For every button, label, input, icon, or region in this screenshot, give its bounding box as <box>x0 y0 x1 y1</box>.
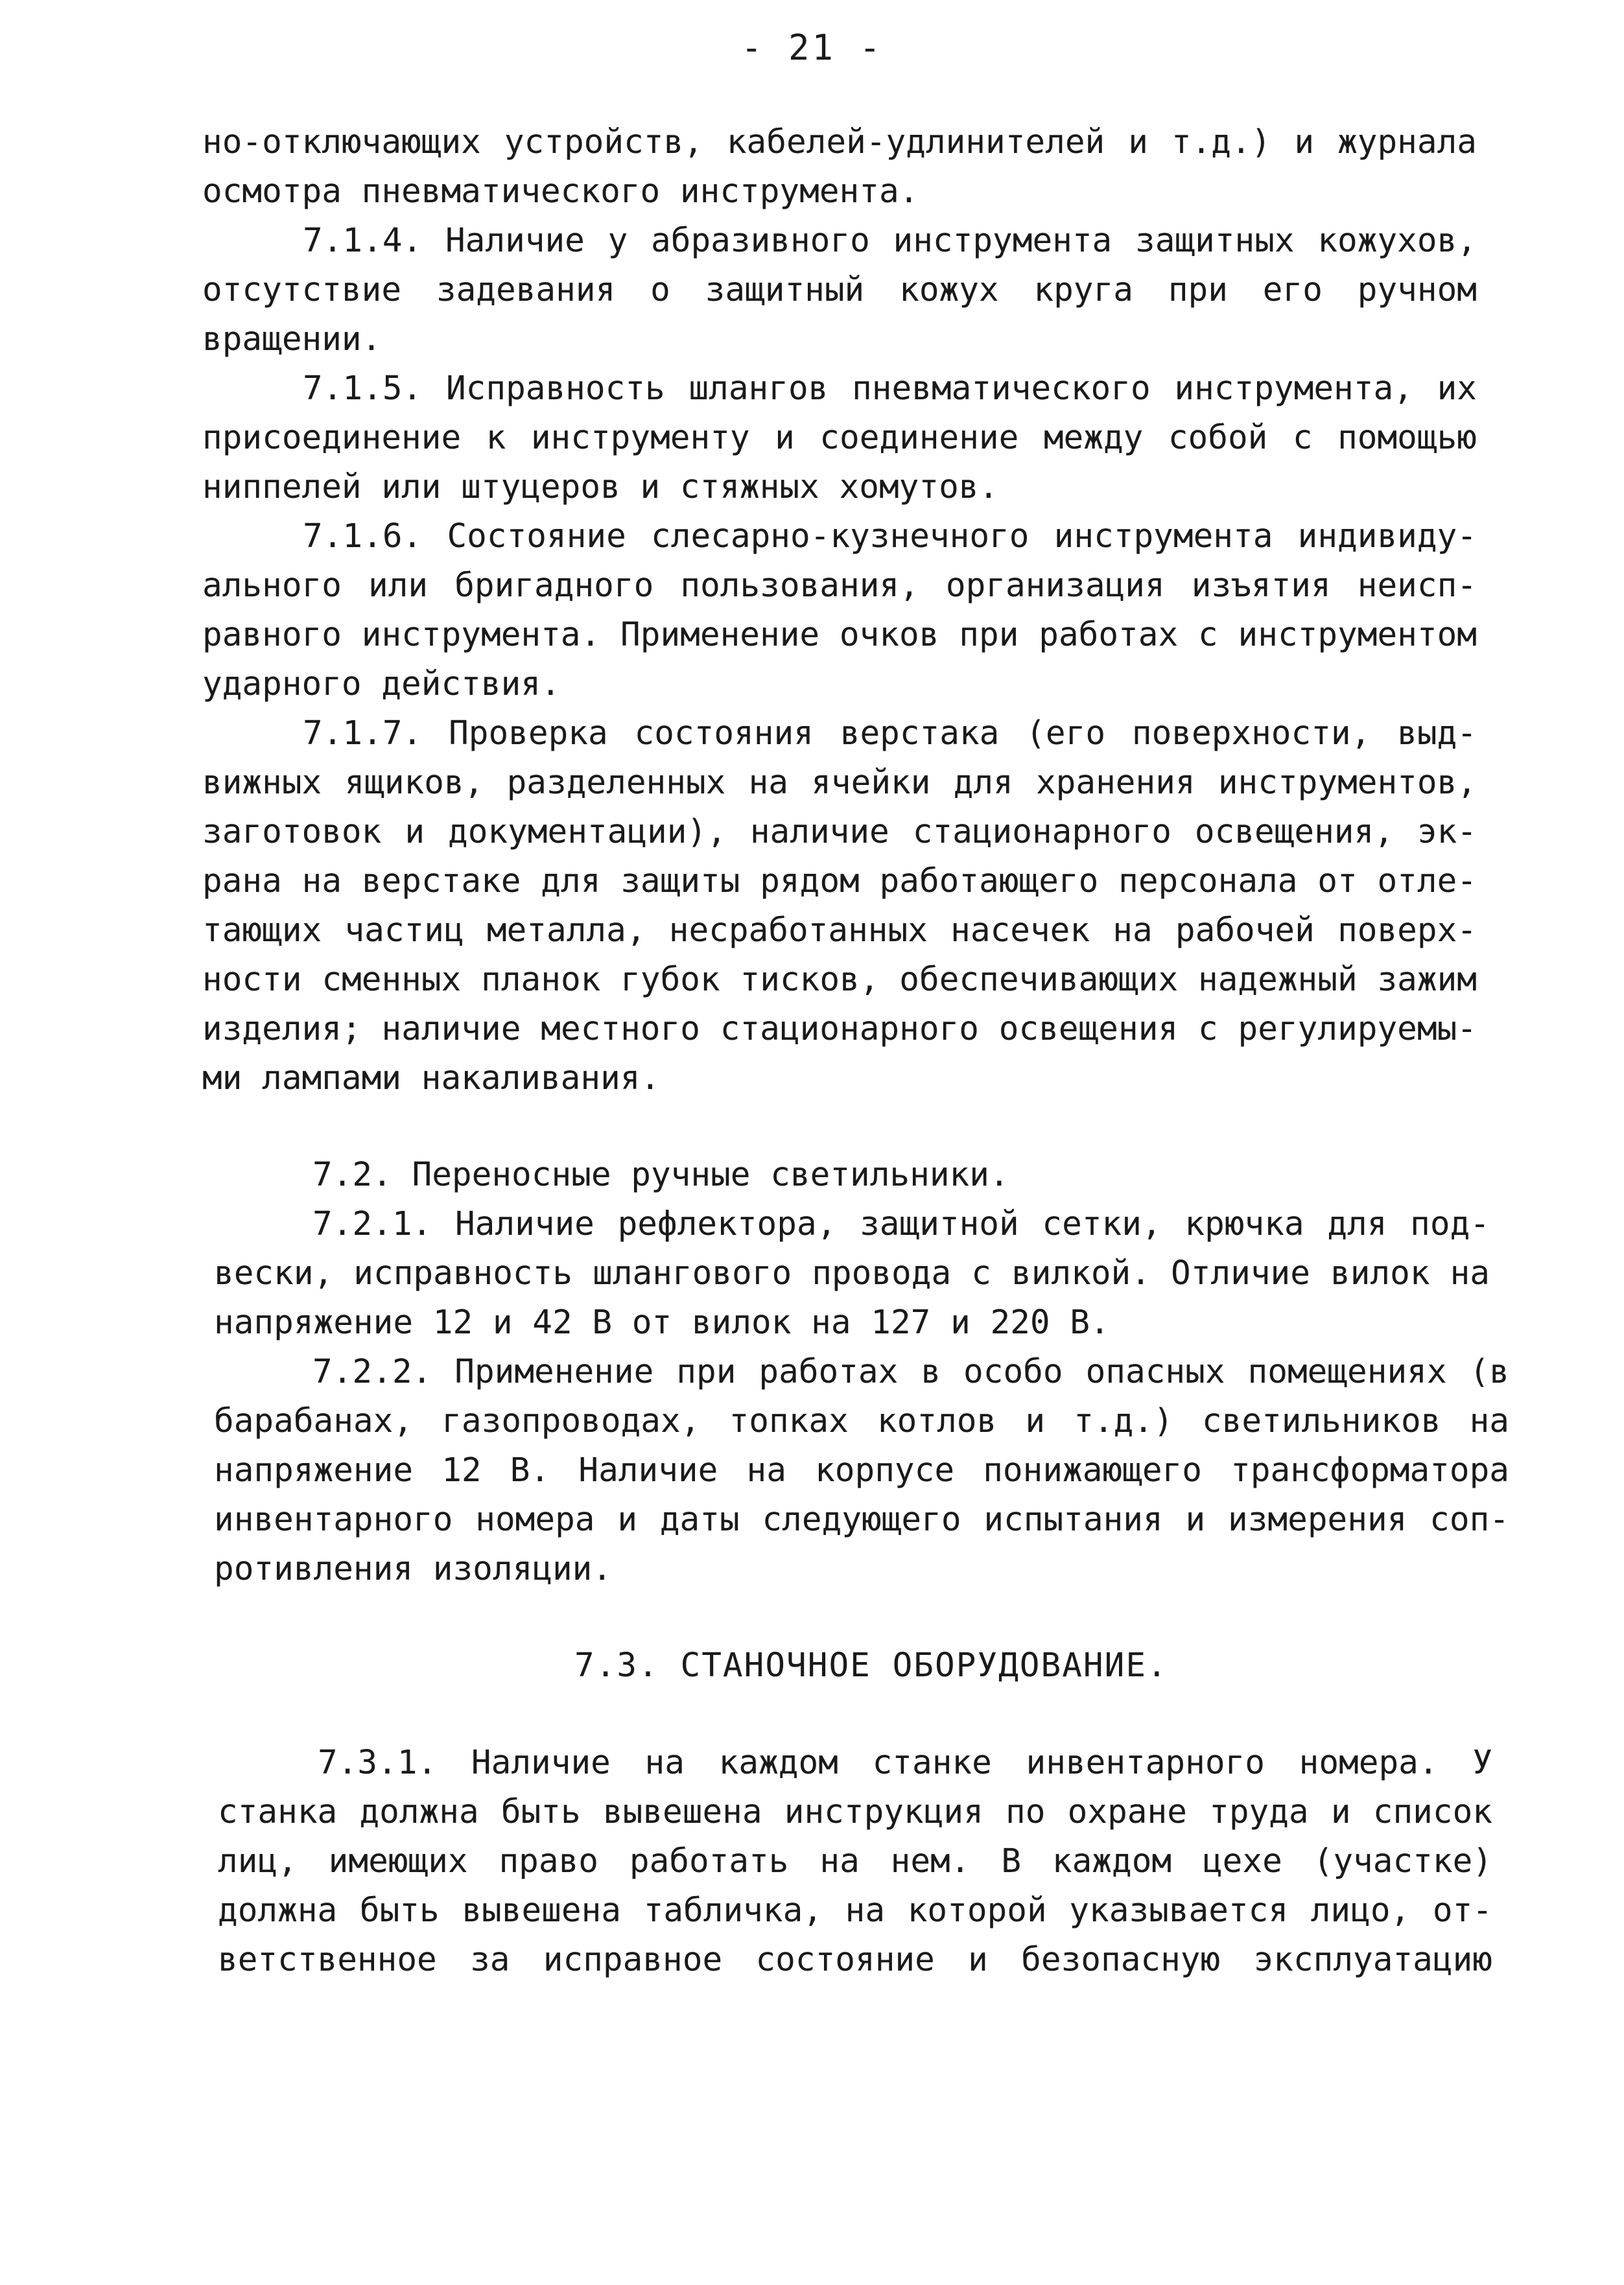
subsection-title: 7.2. Переносные ручные светильники. <box>312 1156 1009 1194</box>
paragraph-first-line: 7.1.6. Состояние слесарно-кузнечного инструмента индивиду- <box>303 517 1477 556</box>
text-line: ниппелей или штуцеров и стяжных хомутов. <box>202 468 999 506</box>
paragraph-first-line: 7.2.2. Применение при работах в особо опасных помещениях (в <box>312 1353 1509 1391</box>
text-line: ми лампами накаливания. <box>202 1059 661 1097</box>
text-line: напряжение 12 и 42 В от вилок на 127 и 220 В. <box>214 1304 1110 1342</box>
text-line: барабанах, газопроводах, топках котлов и т.д.) светильников на <box>214 1402 1509 1440</box>
paragraph-first-line: 7.1.4. Наличие у абразивного инструмента защитных кожухов, <box>303 222 1477 260</box>
text-line: отсутствие задевания о защитный кожух круга при его ручном <box>202 271 1477 309</box>
text-line: должна быть вывешена табличка, на которой указывается лицо, от- <box>218 1892 1492 1930</box>
text-line: лиц, имеющих право работать на нем. В каждом цехе (участке) <box>218 1842 1492 1881</box>
text-line: заготовок и документации), наличие стационарного освещения, эк- <box>202 813 1477 851</box>
text-line: ветственное за исправное состояние и безопасную эксплуатацию <box>218 1941 1492 1979</box>
paragraph-first-line: 7.3.1. Наличие на каждом станке инвентарного номера. У <box>318 1744 1492 1782</box>
text-line: ности сменных планок губок тисков, обеспечивающих надежный зажим <box>202 961 1477 999</box>
page-number: - 21 - <box>740 27 884 68</box>
text-line: станка должна быть вывешена инструкция по охране труда и список <box>218 1793 1492 1831</box>
text-line: напряжение 12 В. Наличие на корпусе понижающего трансформатора <box>214 1451 1509 1490</box>
text-line: вески, исправность шлангового провода с вилкой. Отличие вилок на <box>214 1254 1490 1293</box>
text-line: ударного действия. <box>202 665 561 703</box>
text-line: ротивления изоляции. <box>214 1550 613 1588</box>
text-line: осмотра пневматического инструмента. <box>202 172 919 211</box>
paragraph-first-line: 7.1.5. Исправность шлангов пневматического инструмента, их <box>303 369 1477 408</box>
text-line: вижных ящиков, разделенных на ячейки для хранения инструментов, <box>202 764 1477 802</box>
text-line: но-отключающих устройств, кабелей-удлинителей и т.д.) и журнала <box>202 123 1477 161</box>
text-line: вращении. <box>202 320 382 358</box>
text-line: ального или бригадного пользования, организация изъятия неисп- <box>202 567 1477 605</box>
paragraph-first-line: 7.1.7. Проверка состояния верстака (его поверхности, выд- <box>303 714 1477 753</box>
text-line: тающих частиц металла, несработанных насечек на рабочей поверх- <box>202 911 1477 950</box>
text-line: рана на верстаке для защиты рядом работающего персонала от отле- <box>202 862 1477 900</box>
text-line: изделия; наличие местного стационарного освещения с регулируемы- <box>202 1010 1477 1048</box>
text-line: присоединение к инструменту и соединение между собой с помощью <box>202 419 1477 457</box>
paragraph-first-line: 7.2.1. Наличие рефлектора, защитной сетки, крючка для под- <box>312 1205 1490 1243</box>
text-line: равного инструмента. Применение очков при работах с инструментом <box>202 616 1477 654</box>
section-heading: 7.3. СТАНОЧНОЕ ОБОРУДОВАНИЕ. <box>574 1646 1168 1685</box>
text-line: инвентарного номера и даты следующего испытания и измерения соп- <box>214 1501 1509 1539</box>
